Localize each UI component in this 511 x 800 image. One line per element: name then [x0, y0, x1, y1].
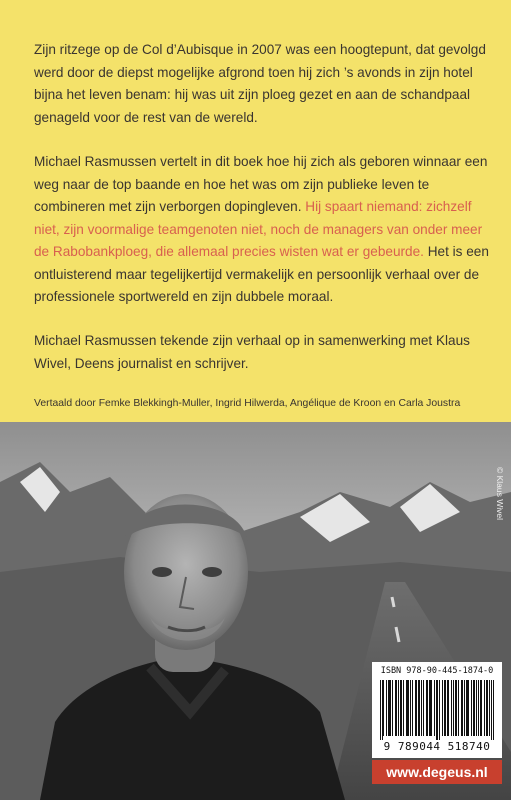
blurb-paragraph-1: Zijn ritzege op de Col d’Aubisque in 2007 was een hoogtepunt, dat gevolgd werd door de diepst mogelijke afgrond toen hij zich ’s avonds in zijn hotel bijna het leven benam: hij was uit zijn ploeg gezet en aan de schandpaal genageld voor de rest van de wereld.	[34, 42, 486, 125]
blurb-paragraph-2-outro: Het is een ontluisterend maar tegelijkertijd vermakelijk en persoonlijk verhaal over de professionele sportwereld en zijn dubbele moraal.	[34, 244, 489, 304]
barcode-bar	[383, 680, 384, 736]
barcode-bar	[453, 680, 454, 736]
barcode-bar	[489, 680, 490, 736]
barcode-bar	[426, 680, 427, 736]
barcode-bar	[478, 680, 479, 736]
blurb-paragraph-2	[34, 151, 489, 309]
barcode-bar	[467, 680, 468, 736]
barcode-bar	[410, 680, 411, 736]
barcode-bar	[416, 680, 417, 736]
barcode-bar	[481, 680, 482, 736]
barcode-bar	[412, 680, 413, 736]
barcode-bar	[491, 680, 492, 740]
barcode-bar	[386, 680, 387, 736]
barcode-bar	[436, 680, 437, 740]
barcode-bar	[464, 680, 465, 736]
barcode-bar	[471, 680, 472, 736]
barcode-bar	[421, 680, 422, 736]
barcode-bar	[431, 680, 432, 736]
barcode-bar	[406, 680, 407, 736]
barcode-bar	[476, 680, 477, 736]
barcode-bar	[493, 680, 494, 740]
photo-copyright: © Klaus Wivel	[495, 466, 505, 520]
barcode-bar	[382, 680, 383, 740]
barcode-digits: 9 789044 518740	[383, 740, 491, 753]
barcode-bar	[427, 680, 428, 736]
blurb-highlight-quote: Hij spaart niemand: zichzelf niet, zijn voormalige teamgenoten niet, noch de managers van onder meer de Rabobankploeg, die allemaal precies wisten wat er gebeurde.	[34, 199, 483, 259]
barcode-bar	[429, 680, 430, 736]
barcode-bar	[455, 680, 456, 736]
barcode-bar	[400, 680, 401, 736]
barcode-bar	[380, 680, 381, 740]
barcode-bar	[419, 680, 420, 736]
barcode-bar	[480, 680, 481, 736]
barcode-bar	[442, 680, 443, 736]
barcode-bar	[462, 680, 463, 736]
blurb-paragraph-2-intro: Michael Rasmussen vertelt in dit boek hoe hij zich als geboren winnaar een weg naar de top baande en hoe het was om zijn publieke leven te combineren met zijn verborgen dopingleven.	[34, 154, 488, 214]
barcode-bar	[415, 680, 416, 736]
barcode-bar	[407, 680, 408, 736]
barcode-bar	[473, 680, 474, 736]
barcode-bar	[418, 680, 419, 736]
barcode-bar	[408, 680, 409, 736]
isbn-label: ISBN 978-90-445-1874-0	[380, 666, 494, 676]
barcode-bar	[392, 680, 393, 736]
barcode-bar	[448, 680, 449, 736]
barcode-bar	[461, 680, 462, 736]
barcode-bar	[445, 680, 446, 736]
publisher-url[interactable]: www.degeus.nl	[372, 760, 502, 784]
barcode-bar	[444, 680, 445, 736]
barcode-bar	[396, 680, 397, 736]
isbn-barcode	[372, 662, 502, 758]
barcode-bar	[487, 680, 488, 736]
barcode-bar	[474, 680, 475, 736]
barcode-bar	[434, 680, 435, 736]
barcode-bars	[380, 680, 494, 740]
barcode-bar	[430, 680, 431, 736]
barcode-bar	[468, 680, 469, 736]
barcode-bar	[390, 680, 391, 736]
barcode-bar	[484, 680, 485, 736]
barcode-bar	[395, 680, 396, 736]
barcode-bar	[456, 680, 457, 736]
barcode-bar	[437, 680, 438, 740]
barcode-bar	[466, 680, 467, 736]
translator-credits: Vertaald door Femke Blekkingh-Muller, Ingrid Hilwerda, Angélique de Kroon en Carla Joustra	[34, 398, 461, 409]
barcode-bar	[486, 680, 487, 736]
barcode-bar	[388, 680, 389, 736]
barcode-bar	[401, 680, 402, 736]
barcode-bar	[403, 680, 404, 736]
barcode-bar	[398, 680, 399, 736]
barcode-bar	[439, 680, 440, 740]
barcode-bar	[451, 680, 452, 736]
barcode-bar	[389, 680, 390, 736]
barcode-bar	[458, 680, 459, 736]
barcode-bar	[423, 680, 424, 736]
barcode-bar	[447, 680, 448, 736]
blurb-paragraph-3: Michael Rasmussen tekende zijn verhaal op in samenwerking met Klaus Wivel, Deens journalist en schrijver.	[34, 333, 470, 371]
